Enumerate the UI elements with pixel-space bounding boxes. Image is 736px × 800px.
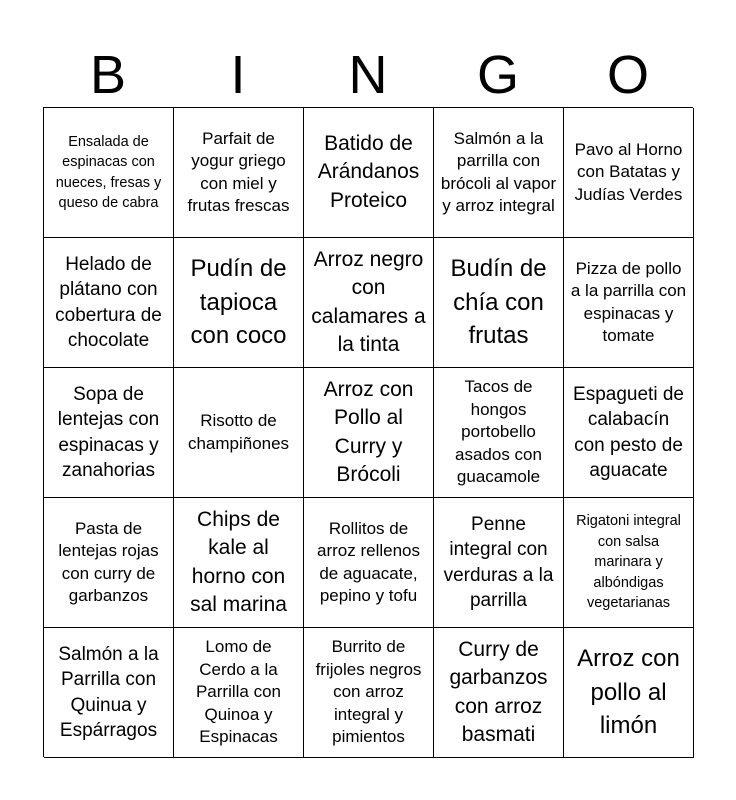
cell-text: Tacos de hongos portobello asados con guacamole	[455, 377, 542, 487]
bingo-cell[interactable]	[564, 628, 694, 758]
bingo-header	[43, 44, 693, 106]
header-letter-i: I	[230, 45, 246, 105]
bingo-cell[interactable]	[304, 108, 434, 238]
cell-text: Pavo al Horno con Batatas y Judías Verdes	[574, 139, 683, 204]
cell-text: Rollitos de arroz rellenos de aguacate, pepino y tofu	[317, 518, 420, 605]
cell-text: Budín de chía con frutas	[450, 255, 547, 350]
cell-text: Rigatoni integral con salsa marinara y albóndigas vegetarianas	[576, 513, 681, 612]
header-letter-b: B	[89, 45, 127, 105]
bingo-cell[interactable]	[174, 108, 304, 238]
cell-text: Chips de kale al horno con sal marina	[190, 507, 287, 616]
bingo-cell[interactable]	[174, 238, 304, 368]
header-letter-o: O	[606, 45, 649, 105]
bingo-cell[interactable]	[434, 368, 564, 498]
bingo-cell[interactable]	[304, 498, 434, 628]
cell-text: Arroz con pollo al limón	[577, 645, 680, 740]
cell-text: Parfait de yogur griego con miel y frutas frescas	[187, 128, 290, 215]
cell-text: Arroz negro con calamares a la tinta	[311, 247, 426, 356]
bingo-grid	[43, 107, 693, 757]
bingo-cell[interactable]	[174, 368, 304, 498]
bingo-cell[interactable]	[304, 628, 434, 758]
bingo-cell[interactable]	[564, 368, 694, 498]
bingo-cell[interactable]	[564, 108, 694, 238]
cell-text: Burrito de frijoles negros con arroz integral y pimientos	[315, 637, 422, 747]
header-letter-n: N	[348, 45, 388, 105]
bingo-cell[interactable]	[434, 628, 564, 758]
bingo-cell[interactable]	[44, 238, 174, 368]
bingo-cell[interactable]	[434, 108, 564, 238]
bingo-cell[interactable]	[174, 628, 304, 758]
bingo-cell[interactable]	[44, 498, 174, 628]
bingo-cell[interactable]	[564, 498, 694, 628]
cell-text: Pasta de lentejas rojas con curry de garbanzos	[58, 518, 159, 605]
cell-text: Espagueti de calabacín con pesto de aguacate	[573, 383, 684, 481]
bingo-cell[interactable]	[564, 238, 694, 368]
cell-text: Sopa de lentejas con espinacas y zanahorias	[57, 383, 160, 481]
cell-text: Curry de garbanzos con arroz basmati	[449, 637, 548, 746]
cell-text: Helado de plátano con cobertura de chocolate	[55, 253, 162, 351]
bingo-cell[interactable]	[434, 238, 564, 368]
cell-text: Risotto de champiñones	[187, 411, 290, 453]
bingo-cell[interactable]	[434, 498, 564, 628]
bingo-cell[interactable]	[174, 498, 304, 628]
cell-text: Penne integral con verduras a la parrilla	[443, 513, 554, 611]
header-letter-g: G	[476, 45, 519, 105]
bingo-cell[interactable]	[44, 368, 174, 498]
cell-text: Salmón a la Parrilla con Quinua y Espárragos	[58, 643, 159, 741]
bingo-cell[interactable]	[44, 108, 174, 238]
cell-text: Batido de Arándanos Proteico	[317, 131, 420, 212]
cell-text: Arroz con Pollo al Curry y Brócoli	[323, 377, 414, 486]
cell-text: Lomo de Cerdo a la Parrilla con Quinoa y Espinacas	[195, 637, 282, 747]
cell-text: Pudín de tapioca con coco	[190, 255, 287, 350]
cell-text: Pizza de pollo a la parrilla con espinacas y tomate	[570, 258, 687, 345]
bingo-cell[interactable]	[304, 238, 434, 368]
cell-text: Ensalada de espinacas con nueces, fresas y queso de cabra	[55, 133, 162, 211]
cell-text: Salmón a la parrilla con brócoli al vapor y arroz integral	[440, 128, 557, 215]
bingo-cell[interactable]	[304, 368, 434, 498]
bingo-cell[interactable]	[44, 628, 174, 758]
